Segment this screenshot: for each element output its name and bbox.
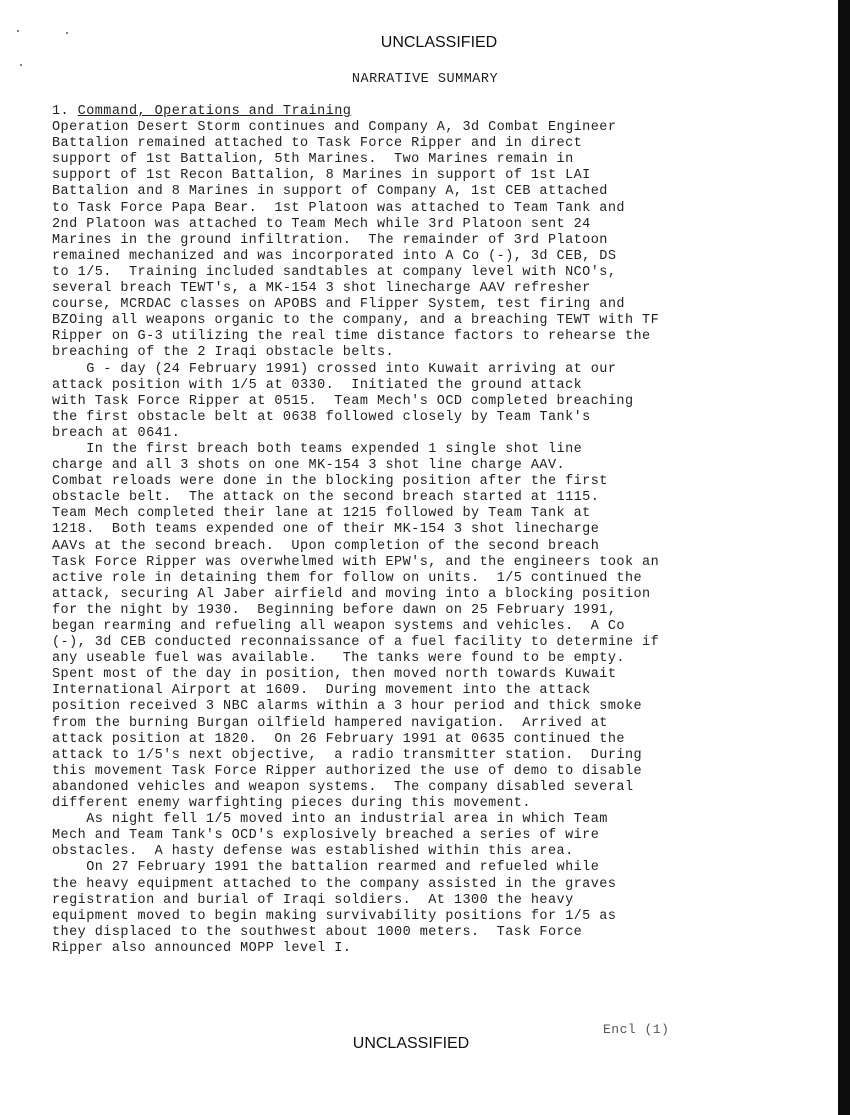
text-line: any useable fuel was available. The tanks were found to be empty. [52, 651, 625, 667]
text-line: this movement Task Force Ripper authorized the use of demo to disable [52, 763, 643, 779]
text-line: obstacle belt. The attack on the second breach started at 1115. [52, 490, 600, 506]
enclosure-label: Encl (1) [603, 1022, 670, 1037]
text-line: AAVs at the second breach. Upon completion of the second breach [52, 538, 600, 554]
text-line: different enemy warfighting pieces during this movement. [52, 796, 531, 812]
text-line: support of 1st Recon Battalion, 8 Marines in support of 1st LAI [52, 168, 591, 184]
text-line: Battalion and 8 Marines in support of Company A, 1st CEB attached [52, 184, 608, 200]
text-line: Ripper also announced MOPP level I. [52, 940, 352, 956]
scan-edge-bar [838, 0, 850, 1115]
text-line: support of 1st Battalion, 5th Marines. Two Marines remain in [52, 152, 574, 168]
text-line: registration and burial of Iraqi soldiers. At 1300 the heavy [52, 892, 574, 908]
text-line: the heavy equipment attached to the company assisted in the graves [52, 876, 617, 892]
text-line: abandoned vehicles and weapon systems. The company disabled several [52, 779, 634, 795]
text-line: attack position with 1/5 at 0330. Initiated the ground attack [52, 377, 583, 393]
text-line: BZOing all weapons organic to the company, and a breaching TEWT with TF [52, 313, 660, 329]
text-line: attack, securing Al Jaber airfield and moving into a blocking position [52, 586, 651, 602]
text-line: with Task Force Ripper at 0515. Team Mech's OCD completed breaching [52, 393, 634, 409]
narrative-body [52, 104, 792, 957]
scan-speck [20, 64, 22, 66]
text-line: the first obstacle belt at 0638 followed closely by Team Tank's [52, 409, 591, 425]
narrative-paragraph [52, 120, 792, 957]
text-line: equipment moved to begin making survivability positions for 1/5 as [52, 908, 617, 924]
text-line: In the first breach both teams expended 1 single shot line [52, 441, 583, 457]
text-line: they displaced to the southwest about 1000 meters. Task Force [52, 924, 583, 940]
text-line: for the night by 1930. Beginning before dawn on 25 February 1991, [52, 602, 617, 618]
section-number: 1. [52, 104, 78, 119]
classification-header: UNCLASSIFIED [380, 34, 498, 51]
text-line: obstacles. A hasty defense was established within this area. [52, 844, 574, 860]
text-line: Spent most of the day in position, then moved north towards Kuwait [52, 667, 617, 683]
text-line: Operation Desert Storm continues and Company A, 3d Combat Engineer [52, 120, 617, 136]
text-line: began rearming and refueling all weapon systems and vehicles. A Co [52, 619, 625, 634]
scan-speck [17, 30, 19, 32]
text-line: course, MCRDAC classes on APOBS and Flipper System, test firing and [52, 297, 625, 313]
text-line: remained mechanized and was incorporated into A Co (-), 3d CEB, DS [52, 248, 617, 264]
text-line: charge and all 3 shots on one MK-154 3 shot line charge AAV. [52, 458, 566, 474]
text-line: Ripper on G-3 utilizing the real time distance factors to rehearse the [52, 329, 651, 345]
text-line: attack to 1/5's next objective, a radio transmitter station. During [52, 747, 643, 763]
text-line: several breach TEWT's, a MK-154 3 shot linecharge AAV refresher [52, 281, 591, 297]
text-line: to 1/5. Training included sandtables at company level with NCO's, [52, 264, 617, 280]
text-line: (-), 3d CEB conducted reconnaissance of a fuel facility to determine if [52, 635, 660, 651]
text-line: Marines in the ground infiltration. The remainder of 3rd Platoon [52, 232, 608, 248]
text-line: As night fell 1/5 moved into an industrial area in which Team [52, 812, 608, 828]
text-line: 2nd Platoon was attached to Team Mech while 3rd Platoon sent 24 [52, 216, 591, 232]
text-line: Battalion remained attached to Task Force Ripper and in direct [52, 136, 583, 152]
text-line: Mech and Team Tank's OCD's explosively breached a series of wire [52, 828, 600, 844]
text-line: International Airport at 1609. During movement into the attack [52, 683, 591, 699]
text-line: to Task Force Papa Bear. 1st Platoon was attached to Team Tank and [52, 200, 625, 216]
section-heading [52, 104, 792, 120]
text-line: G - day (24 February 1991) crossed into Kuwait arriving at our [52, 361, 617, 377]
text-line: attack position at 1820. On 26 February 1991 at 0635 continued the [52, 731, 625, 747]
page-title: NARRATIVE SUMMARY [351, 72, 499, 87]
text-line: breaching of the 2 Iraqi obstacle belts. [52, 345, 395, 361]
text-line: Combat reloads were done in the blocking position after the first [52, 474, 608, 490]
text-line: On 27 February 1991 the battalion rearmed and refueled while [52, 860, 600, 876]
classification-footer: UNCLASSIFIED [352, 1035, 470, 1052]
text-line: position received 3 NBC alarms within a 3 hour period and thick smoke [52, 699, 643, 715]
text-line: Task Force Ripper was overwhelmed with EPW's, and the engineers took an [52, 554, 660, 570]
text-line: 1218. Both teams expended one of their MK-154 3 shot linecharge [52, 522, 600, 538]
text-line: breach at 0641. [52, 425, 181, 441]
section-heading-text: Command, Operations and Training [77, 104, 352, 119]
text-line: from the burning Burgan oilfield hampered navigation. Arrived at [52, 715, 608, 731]
text-line: active role in detaining them for follow on units. 1/5 continued the [52, 570, 643, 586]
text-line: Team Mech completed their lane at 1215 followed by Team Tank at [52, 506, 591, 522]
